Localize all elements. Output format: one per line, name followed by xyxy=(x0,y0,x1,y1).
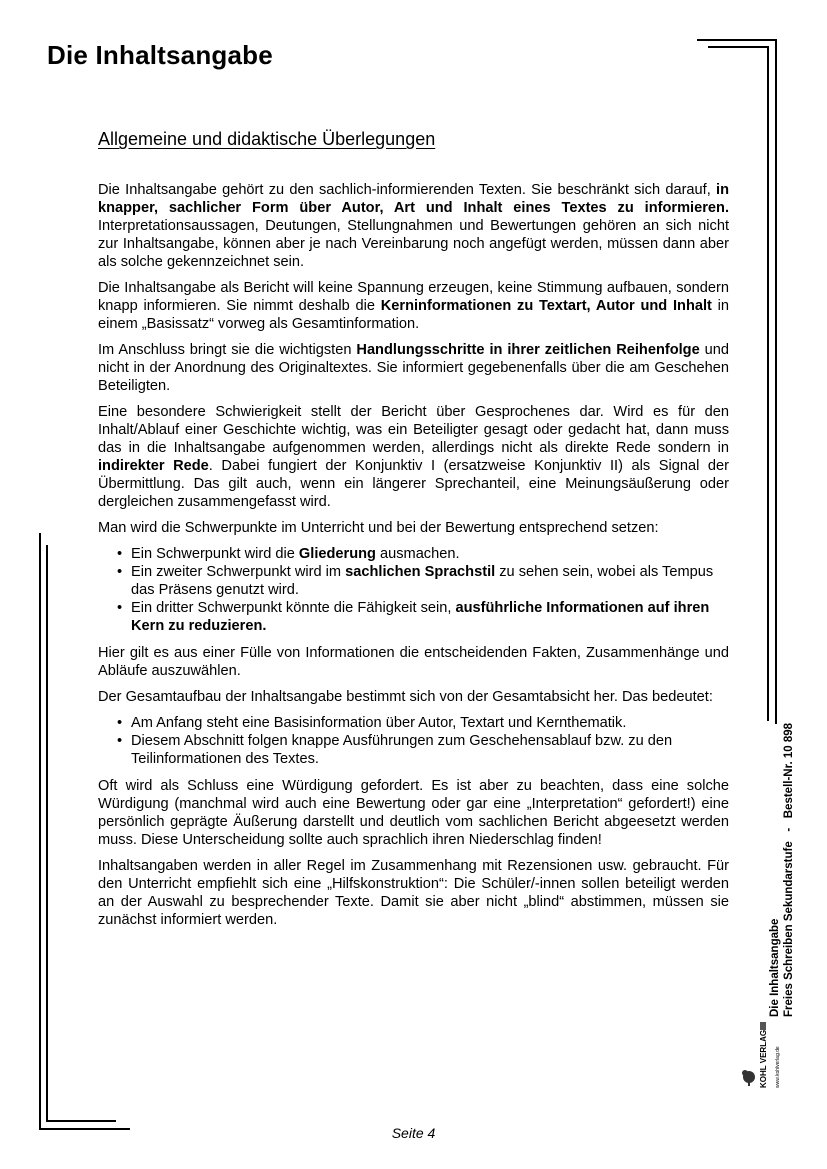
paragraph xyxy=(98,688,729,706)
emphasized-text: indirekter Rede xyxy=(98,458,209,474)
sidebar-imprint xyxy=(768,722,802,1017)
text-run: Am Anfang steht eine Basisinformation über Autor, Textart und Kernthematik. xyxy=(131,715,627,731)
paragraph xyxy=(98,341,729,395)
emphasized-text: ausführliche Informationen auf ihren Kern zu reduzieren. xyxy=(131,600,710,634)
sidebar-title: Die Inhaltsangabe xyxy=(769,918,781,1017)
bullet-list-structure xyxy=(98,714,729,768)
paragraph xyxy=(98,519,729,537)
text-run: in einem „Basissatz“ vorweg als Gesamtinformation. xyxy=(98,298,729,332)
frame-bottom-inner xyxy=(46,1120,116,1122)
frame-top-outer xyxy=(697,39,775,41)
text-run: Der Gesamtaufbau der Inhaltsangabe bestimmt sich von der Gesamtabsicht her. Das bedeutet: xyxy=(98,689,713,705)
text-run: Im Anschluss bringt sie die wichtigsten xyxy=(98,342,357,358)
text-run: Die Inhaltsangabe gehört zu den sachlich-informierenden Texten. Sie beschränkt sich darauf, xyxy=(98,182,717,198)
text-run: Die Inhaltsangabe als Bericht will keine Spannung erzeugen, keine Stimmung aufbauen, sondern knapp informieren. Sie nimmt deshalb die xyxy=(98,280,729,314)
text-run: Inhaltsangaben werden in aller Regel im Zusammenhang mit Rezensionen usw. gebraucht. Für den Unterricht empfiehlt sich eine „Hilfskonstruktion“: Die Schüler/-innen sollen beteiligt werden an der Auswahl zu besprechender Texte. Damit sie aber nicht „blind“ abstimmen, müssen sie zunächst informiert werden. xyxy=(98,858,729,928)
publisher-logo xyxy=(738,1020,794,1090)
bullet-list-focus xyxy=(98,545,729,635)
text-run: und nicht in der Anordnung des Originaltextes. Sie informiert gegebenenfalls über die am Geschehen Beteiligten. xyxy=(98,342,730,394)
list-item xyxy=(98,714,729,732)
publisher-logo-text: KOHL VERLAG xyxy=(759,1029,768,1088)
emphasized-text: Handlungsschritte in ihrer zeitlichen Reihenfolge xyxy=(356,342,700,358)
frame-left-inner xyxy=(46,545,48,1122)
paragraph xyxy=(98,403,729,511)
list-item xyxy=(98,563,729,599)
frame-top-inner xyxy=(708,46,768,48)
bullet-icon: • xyxy=(117,546,123,562)
text-run: ausmachen. xyxy=(375,546,460,562)
section-heading: Allgemeine und didaktische Überlegungen xyxy=(98,129,436,149)
emphasized-text: Kerninformationen zu Textart, Autor und Inhalt xyxy=(380,298,712,314)
frame-right-outer xyxy=(775,39,777,724)
list-item xyxy=(98,599,729,635)
paragraph xyxy=(98,279,729,333)
list-item xyxy=(98,732,729,768)
sidebar-series: Freies Schreiben Sekundarstufe - Bestell-Nr. 10 898 xyxy=(783,722,795,1017)
text-run: Ein Schwerpunkt wird die xyxy=(131,546,299,562)
paragraph xyxy=(98,644,729,680)
text-run: Eine besondere Schwierigkeit stellt der Bericht über Gesprochenes dar. Wird es für den Inhalt/Ablauf einer Geschichte wichtig, was ein Beteiligter gesagt oder gedacht hat, dann muss das in die Inhaltsangabe aufgenommen werden, allerdings nicht als direkte Rede sondern in xyxy=(98,404,729,456)
page-title: Die Inhaltsangabe xyxy=(47,40,273,70)
text-run: . Dabei fungiert der Konjunktiv I (ersatzweise Konjunktiv II) als Signal der Übermittlung. Das gilt auch, wenn ein längerer Sprechanteil, eine Meinungsäußerung oder dergleichen zusammengefasst wird. xyxy=(98,458,729,510)
page-number: Seite 4 xyxy=(391,1125,436,1141)
text-run: Man wird die Schwerpunkte im Unterricht und bei der Bewertung entsprechend setzen: xyxy=(98,520,659,536)
frame-left-outer xyxy=(39,533,41,1130)
emphasized-text: sachlichen Sprachstil xyxy=(345,564,496,580)
bullet-icon: • xyxy=(117,733,123,749)
paragraph xyxy=(98,857,729,929)
emphasized-text: in knapper, sachlicher Form über Autor, Art und Inhalt eines Textes zu informieren. xyxy=(98,182,729,216)
text-run: zu sehen sein, wobei als Tempus das Präsens genutzt wird. xyxy=(131,564,714,598)
bullet-icon: • xyxy=(117,715,123,731)
text-run: Oft wird als Schluss eine Würdigung gefordert. Es ist aber zu beachten, dass eine solche Würdigung (manchmal wird auch eine Bewertung oder gar eine „Interpretation“ gefordert!) eine persönlich geprägte Äußerung darstellt und deutlich vom sachlichen Bericht abgeesetzt werden muss. Diese Unterscheidung sollte auch sprachlich ihren Niederschlag finden! xyxy=(98,778,729,848)
text-run: Ein dritter Schwerpunkt könnte die Fähigkeit sein, xyxy=(131,600,456,616)
text-run: Hier gilt es aus einer Fülle von Informationen die entscheidenden Fakten, Zusammenhänge und Abläufe auszuwählen. xyxy=(98,645,729,679)
text-run: Diesem Abschnitt folgen knappe Ausführungen zum Geschehensablauf bzw. zu den Teilinformationen des Textes. xyxy=(131,733,673,767)
document-body xyxy=(98,130,729,937)
bullet-icon: • xyxy=(117,600,123,616)
frame-right-inner xyxy=(767,46,769,721)
paragraph xyxy=(98,777,729,849)
emphasized-text: Gliederung xyxy=(298,546,376,562)
text-run: Interpretationsaussagen, Deutungen, Stellungnahmen und Bewertungen gehören an sich nicht zur Inhaltsangabe, können aber je nach Vereinbarung noch angefügt werden, müssen dann aber als solche gekennzeichnet sein. xyxy=(98,218,729,270)
publisher-url: www.kohlverlag.de xyxy=(775,1046,781,1088)
paragraph xyxy=(98,181,729,271)
bullet-icon: • xyxy=(117,564,123,580)
text-run: Ein zweiter Schwerpunkt wird im xyxy=(131,564,346,580)
list-item xyxy=(98,545,729,563)
